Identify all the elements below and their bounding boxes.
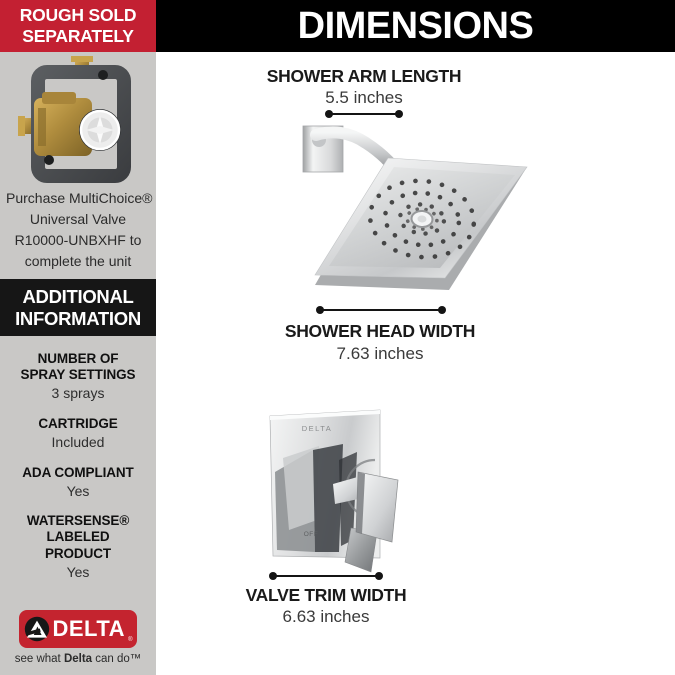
note-line: Purchase MultiChoice®	[6, 190, 153, 206]
trim-brand-text: DELTA	[301, 424, 333, 433]
note-line: R10000-UNBXHF to	[14, 232, 142, 248]
delta-wordmark: DELTA	[52, 616, 126, 641]
frame-bolt	[98, 70, 108, 80]
dimension-line	[319, 309, 443, 311]
dimension-line	[272, 575, 380, 577]
shower-head-illustration	[290, 118, 560, 303]
spec-ada-compliant	[14, 465, 142, 501]
tagline-text: see what	[14, 653, 64, 665]
tagline-brand: Delta	[63, 653, 93, 665]
spec-watersense	[14, 513, 142, 581]
off-marking: OFF	[303, 531, 319, 538]
spec-value: 3 sprays	[51, 385, 105, 402]
spec-label: WATERSENSE® LABELED PRODUCT	[26, 513, 130, 561]
spec-list	[14, 351, 142, 594]
delta-triangle-icon	[24, 616, 50, 642]
registered-mark: ®	[128, 637, 133, 643]
dimension-line	[328, 113, 400, 115]
spec-value: Yes	[66, 563, 90, 580]
spec-value: Included	[51, 434, 105, 451]
dimensions-title-bar: DIMENSIONS	[156, 0, 675, 52]
spec-label: NUMBER OF SPRAY SETTINGS	[20, 351, 136, 383]
spec-label: ADA COMPLIANT	[22, 464, 134, 480]
sidebar	[0, 0, 156, 675]
delta-tagline	[0, 653, 156, 665]
delta-logo	[19, 610, 137, 648]
frame-bolt	[44, 155, 54, 165]
valve-trim-illustration	[253, 400, 443, 578]
valve-trim-width-label: VALVE TRIM WIDTH	[245, 585, 407, 605]
tagline-text: can do™	[92, 653, 142, 665]
shower-head-width-value: 7.63 inches	[336, 344, 424, 363]
shower-arm-length-value: 5.5 inches	[325, 88, 403, 107]
shower-head-width-label: SHOWER HEAD WIDTH	[284, 321, 476, 341]
spec-cartridge	[14, 416, 142, 452]
note-line: Universal Valve	[29, 211, 127, 227]
rough-valve-note	[6, 188, 153, 272]
rough-in-valve-photo	[18, 56, 140, 186]
shower-arm-length-label: SHOWER ARM LENGTH	[266, 66, 462, 86]
note-line: complete the unit	[24, 253, 132, 269]
rough-sold-separately-banner: ROUGH SOLD SEPARATELY	[0, 0, 156, 52]
spec-spray-settings	[14, 351, 142, 403]
spec-label: CARTRIDGE	[38, 415, 118, 431]
valve-trim-width-value: 6.63 inches	[282, 607, 370, 626]
spec-value: Yes	[66, 482, 90, 499]
additional-information-banner: ADDITIONAL INFORMATION	[0, 279, 156, 336]
